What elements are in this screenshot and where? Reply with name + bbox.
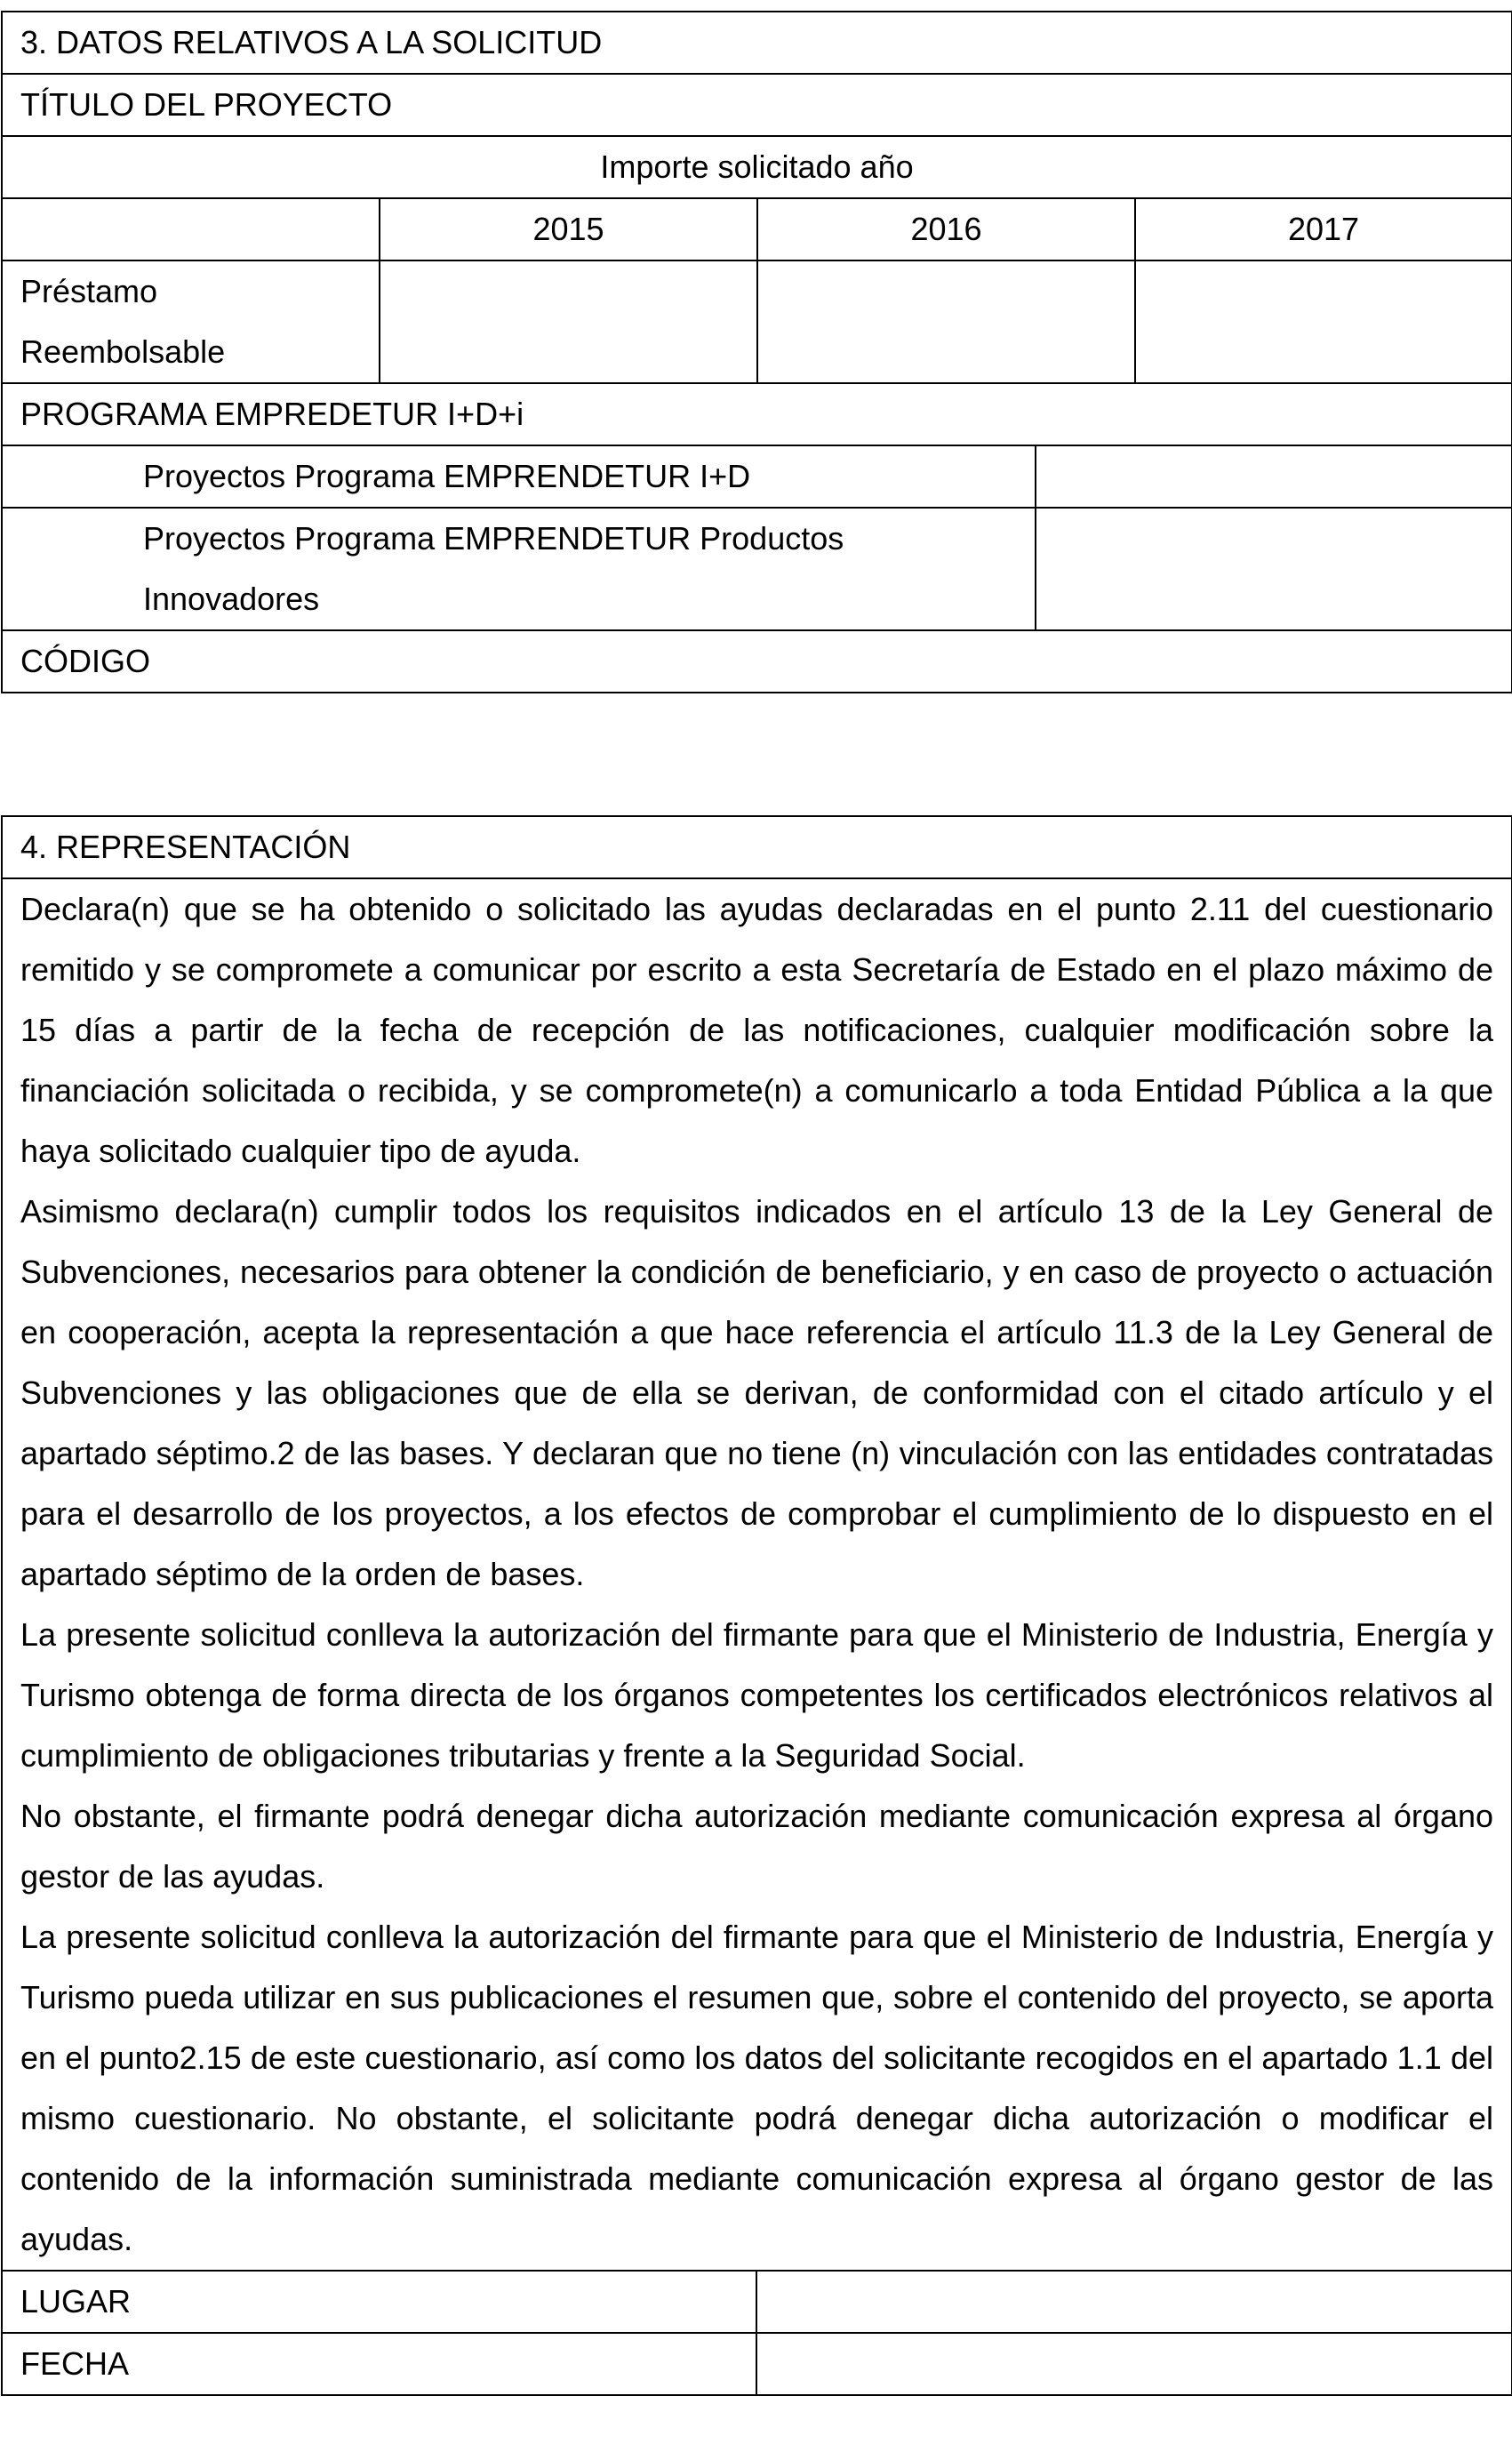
declaration-paragraph: No obstante, el firmante podrá denegar dicha autorización mediante comunicación expresa al órgano gestor de las ayudas. [20,1798,1494,1895]
loan-value-2017[interactable] [1135,260,1512,383]
loan-label [2,260,380,383]
section-3-table [1,11,1512,693]
year-header-blank [2,198,380,260]
program-option-innovative-line2: Innovadores [143,581,320,617]
code-field[interactable]: CÓDIGO [2,630,1512,693]
section-4-table [1,815,1512,2396]
loan-value-2015[interactable] [380,260,757,383]
year-header-2016: 2016 [757,198,1135,260]
program-option-innovative-value[interactable] [1036,508,1512,630]
declaration-paragraph: La presente solicitud conlleva la autorización del firmante para que el Ministerio de Industria, Energía y Turismo obtenga de forma directa de los órganos competentes los certificados electrónicos relativos al cumplimiento de obligaciones tributarias y frente a la Seguridad Social. [20,1616,1494,1774]
declaration-paragraph: Declara(n) que se ha obtenido o solicitado las ayudas declaradas en el punto 2.11 del cuestionario remitido y se compromete a comunicar por escrito a esta Secretaría de Estado en el plazo máximo de 15 días a partir de la fecha de recepción de las notificaciones, cualquier modificación sobre la financiación solicitada o recibida, y se compromete(n) a comunicarlo a toda Entidad Pública a la que haya solicitado cualquier tipo de ayuda. [20,891,1494,1169]
program-option-innovative [2,508,1036,630]
program-option-id-value[interactable] [1036,445,1512,508]
year-header-2015: 2015 [380,198,757,260]
date-label: FECHA [2,2333,756,2395]
date-input[interactable] [756,2333,1512,2395]
program-header: PROGRAMA EMPREDETUR I+D+i [2,383,1512,445]
loan-label-line1: Préstamo [20,273,158,309]
place-label: LUGAR [2,2271,756,2333]
loan-label-line2: Reembolsable [20,333,226,370]
amount-requested-header: Importe solicitado año [2,136,1512,198]
place-input[interactable] [756,2271,1512,2333]
loan-value-2016[interactable] [757,260,1135,383]
declaration-paragraph: Asimismo declara(n) cumplir todos los requisitos indicados en el artículo 13 de la Ley General de Subvenciones, necesarios para obtener la condición de beneficiario, y en caso de proyecto o actuación en cooperación, acepta la representación a que hace referencia el artículo 11.3 de la Ley General de Subvenciones y las obligaciones que de ella se derivan, de conformidad con el citado artículo y el apartado séptimo.2 de las bases. Y declaran que no tiene (n) vinculación con las entidades contratadas para el desarrollo de los proyectos, a los efectos de comprobar el cumplimiento de lo dispuesto en el apartado séptimo de la orden de bases. [20,1193,1494,1592]
declaration-text [2,878,1512,2271]
declaration-paragraph: La presente solicitud conlleva la autorización del firmante para que el Ministerio de Industria, Energía y Turismo pueda utilizar en sus publicaciones el resumen que, sobre el contenido del proyecto, se aporta en el punto2.15 de este cuestionario, así como los datos del solicitante recogidos en el apartado 1.1 del mismo cuestionario. No obstante, el solicitante podrá denegar dicha autorización o modificar el contenido de la información suministrada mediante comunicación expresa al órgano gestor de las ayudas. [20,1919,1494,2257]
section-4-header: 4. REPRESENTACIÓN [2,816,1512,878]
year-header-2017: 2017 [1135,198,1512,260]
program-option-id: Proyectos Programa EMPRENDETUR I+D [2,445,1036,508]
project-title-field[interactable]: TÍTULO DEL PROYECTO [2,74,1512,136]
program-option-innovative-line1: Proyectos Programa EMPRENDETUR Productos [143,520,844,557]
section-3-header: 3. DATOS RELATIVOS A LA SOLICITUD [2,12,1512,74]
